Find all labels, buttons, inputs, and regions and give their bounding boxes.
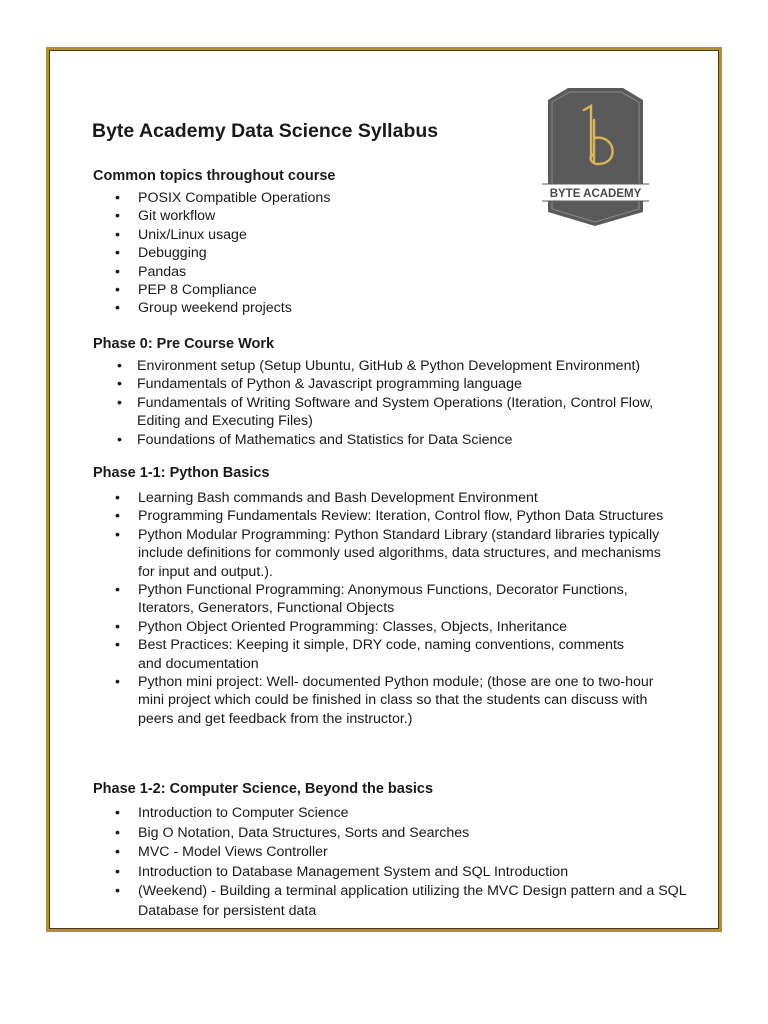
list-item: • Introduction to Computer Science [93, 804, 738, 824]
section-phase-0 [93, 336, 737, 449]
list-item: • Introduction to Database Management System and SQL Introduction [93, 863, 738, 883]
list-item: • Debugging [93, 244, 738, 262]
list-item: • Best Practices: Keeping it simple, DRY code, naming conventions, comments and documentation [93, 636, 638, 673]
list-item: • Python Modular Programming: Python Standard Library (standard libraries typically include definitions for commonly used algorithms, data structures, and mechanisms for input and output.). [93, 526, 678, 581]
list-item: • Pandas [93, 263, 738, 281]
page-title: Byte Academy Data Science Syllabus [92, 120, 439, 142]
list-item: • Fundamentals of Python & Javascript programming language [93, 375, 737, 393]
list-item: • Group weekend projects [93, 299, 738, 317]
section-phase-1-2 [93, 781, 738, 922]
section-heading: Phase 1-2: Computer Science, Beyond the basics [93, 781, 434, 797]
section-heading: Common topics throughout course [93, 168, 336, 184]
section-heading: Phase 0: Pre Course Work [93, 336, 275, 352]
list-item: • Fundamentals of Writing Software and System Operations (Iteration, Control Flow, Editing and Executing Files) [93, 394, 677, 431]
section-phase-1-1 [93, 465, 738, 728]
list-item: • Python Object Oriented Programming: Classes, Objects, Inheritance [93, 618, 738, 636]
list-item: • PEP 8 Compliance [93, 281, 738, 299]
list-item: • Git workflow [93, 207, 738, 225]
section-common-topics [93, 168, 738, 318]
section-heading: Phase 1-1: Python Basics [93, 465, 270, 481]
list-item: • Foundations of Mathematics and Statistics for Data Science [93, 431, 737, 449]
list-item: • POSIX Compatible Operations [93, 189, 738, 207]
list-item: • Environment setup (Setup Ubuntu, GitHub & Python Development Environment) [93, 357, 737, 375]
list-item: • Programming Fundamentals Review: Iteration, Control flow, Python Data Structures [93, 507, 678, 525]
list-item: • Python Functional Programming: Anonymous Functions, Decorator Functions, Iterators, Generators, Functional Objects [93, 581, 638, 618]
list-item: • Learning Bash commands and Bash Development Environment [93, 489, 738, 507]
list-item: • Big O Notation, Data Structures, Sorts and Searches [93, 824, 738, 844]
list-item: • MVC - Model Views Controller [93, 843, 738, 863]
logo-text: BYTE ACADEMY [549, 188, 642, 200]
list-item: • Python mini project: Well- documented Python module; (those are one to two-hour mini project which could be finished in class so that the students can discuss with peers and get feedback from the instructor.) [93, 673, 678, 728]
list-item: • (Weekend) - Building a terminal application utilizing the MVC Design pattern and a SQL Database for persistent data [93, 882, 733, 921]
list-item: • Unix/Linux usage [93, 226, 738, 244]
